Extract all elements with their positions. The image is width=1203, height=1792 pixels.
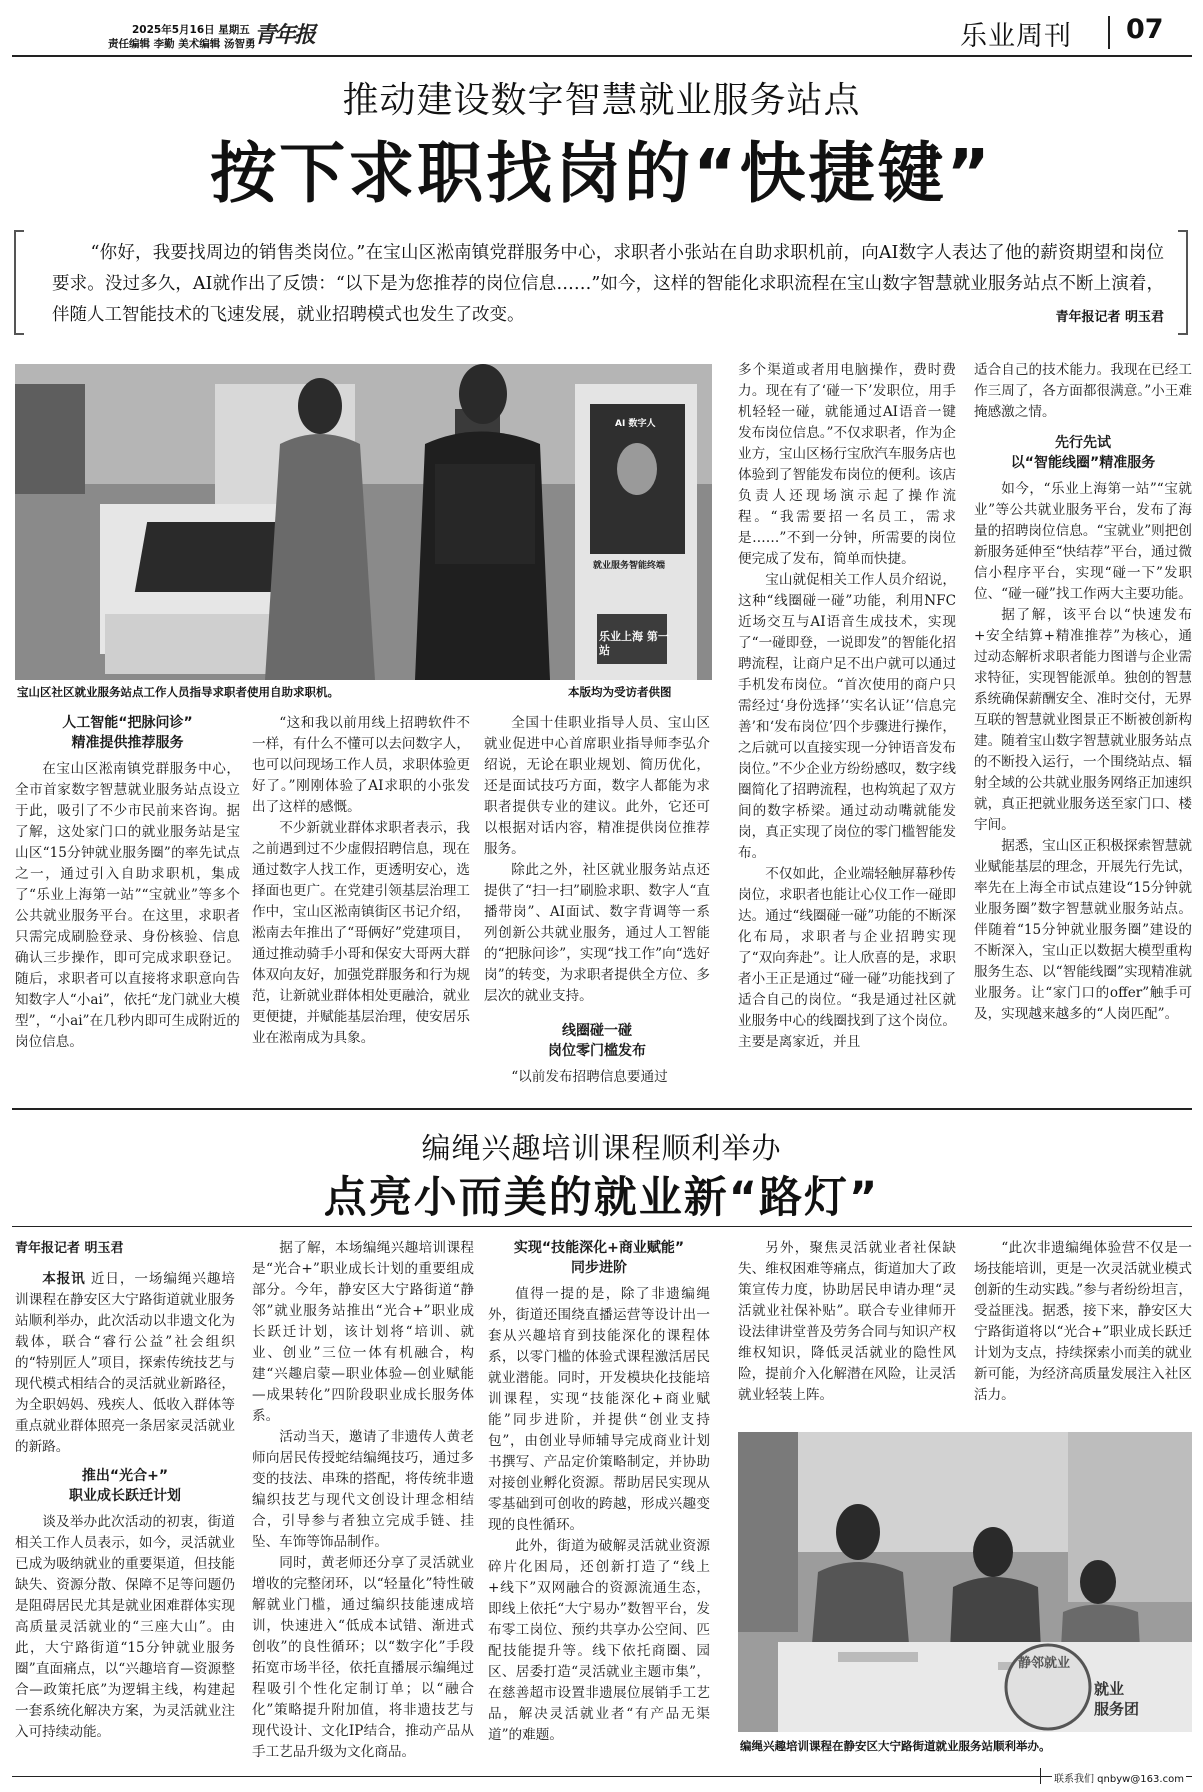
col3-text-c: “以前发布招聘信息要通过 bbox=[511, 1069, 668, 1085]
col1-heading: 人工智能“把脉问诊” 精准提供推荐服务 bbox=[62, 715, 193, 751]
article2-rule bbox=[12, 1226, 1192, 1227]
col2-text-b: 不少新就业群体求职者表示，我之前遇到过不少虚假招聘信息，现在通过数字人找工作，更透明安心，选择面也更广。在党建引领基层治理工作中，宝山区淞南镇街区书记介绍，淞南去年推出了“哥俩好”党建项目，通过推动骑手小哥和保安大哥两大群体双向友好，加强党群服务和行为规范，让新就业群体相处更融洽，就业更便捷，并赋能基层治理，使安居乐业在淞南成为具象。 bbox=[252, 820, 470, 1046]
photo2-sign-3: 服务团 bbox=[1094, 1700, 1140, 1718]
header-separator bbox=[1108, 16, 1110, 49]
a2-col2-text-b: 活动当天，邀请了非遗传人黄老师向居民传授蛇结编绳技巧，通过多变的技法、串珠的搭配，将传统非遗编织技艺与现代文创设计理念相结合，引导参与者独立完成手链、挂坠、车饰等饰品制作。 bbox=[252, 1429, 474, 1550]
newspaper-logo: 青年报 bbox=[254, 22, 315, 48]
col2-text-a: “这和我以前用线上招聘软件不一样，有什么不懂可以去问数字人，也可以问现场工作人员，求职体验更好了。”刚刚体验了AI求职的小张发出了这样的感慨。 bbox=[252, 715, 470, 815]
col5-text-a: 适合自己的技术能力。我现在已经工作三周了，各方面都很满意。”小王难掩感激之情。 bbox=[974, 362, 1192, 420]
section-title: 乐业周刊 bbox=[960, 21, 1072, 52]
kiosk-screen-text-1: AI 数字人 bbox=[615, 419, 656, 429]
section-divider bbox=[12, 1108, 1192, 1110]
col4-text-b: 宝山就促相关工作人员介绍说，这种“线圈碰一碰”功能，利用NFC近场交互与AI语音生成技术，实现了“一碰即登，一说即发”的智能化招聘流程，让商户足不出户就可以通过手机发布岗位。“首次使用的商户只需经过‘身份选择’‘实名认证’‘信息完善’和‘发布岗位’四个步骤进行操作，之后就可以直接实现一分钟语音发布岗位。”不少企业方纷纷感叹，数字线圈简化了招聘流程，也构筑起了双方间的数字桥梁。通过动动嘴就能发岗，真正实现了岗位的零门槛智能发布。 bbox=[738, 572, 956, 861]
a2-col4-text-a: 另外，聚焦灵活就业者社保缺失、维权困难等痛点，街道加大了政策宣传力度，协助居民申请办理“灵活就业社保补贴”。联合专业律师开设法律讲堂普及劳务合同与知识产权维权知识，降低灵活就业的隐性风险，提前介入化解潜在风险，让灵活就业轻装上阵。 bbox=[738, 1240, 956, 1403]
a2-col1-text-a bbox=[15, 1269, 235, 1458]
col5-text-b: 如今，“乐业上海第一站”“宝就业”等公共就业服务平台，发布了海量的招聘岗位信息。“宝就业”则把创新服务延伸至“快结荐”平台，通过微信小程序平台，实现“碰一下”发职位、“碰一碰”找工作两大主要功能。 bbox=[974, 481, 1192, 602]
col3-heading: 线圈碰一碰 岗位零门槛发布 bbox=[548, 1023, 646, 1059]
kiosk-screen-text-2: 就业服务智能终端 bbox=[593, 561, 666, 571]
photo2-sign-1: 静邻就业 bbox=[1018, 1656, 1071, 1671]
braiding-class-photo bbox=[738, 1432, 1192, 1732]
col5-text-d: 据悉，宝山区正积极探索智慧就业赋能基层的理念，开展先行先试，率先在上海全市试点建设“15分钟就业服务圈”数字智慧就业服务站点。伴随着“15分钟就业服务圈”建设的不断深入，宝山正以数据大模型重构服务生态、以“智能线圈”实现精准就业服务。让“家门口的offer”触手可及，实现越来越多的“人岗匹配”。 bbox=[974, 838, 1192, 1022]
article1-col4 bbox=[738, 360, 956, 1053]
a2-col3-heading: 实现“技能深化+商业赋能” 同步进阶 bbox=[513, 1240, 685, 1276]
article1-col1 bbox=[15, 713, 240, 1053]
a2-col2-text-a: 据了解，本场编绳兴趣培训课程是“光合+”职业成长计划的重要组成部分。今年，静安区大宁路街道“静邻”就业服务站推出“光合+”职业成长跃迁计划，该计划将“培训、就业、创业”三位一体有机融合，构建“兴趣启蒙—职业体验—创业赋能—成果转化”四阶段职业成长服务体系。 bbox=[252, 1240, 474, 1424]
article1-col3 bbox=[484, 713, 710, 1088]
article2-title: 点亮小而美的就业新“路灯” bbox=[323, 1173, 880, 1223]
footer-contact: 联系我们 qnbyw@163.com bbox=[1052, 1770, 1186, 1785]
footer-tick bbox=[1040, 1768, 1041, 1784]
photo1-credit: 本版均为受访者供图 bbox=[568, 685, 672, 699]
header-rule bbox=[12, 55, 1192, 57]
article1-col5 bbox=[974, 360, 1192, 1025]
header-date: 2025年5月16日 星期五 bbox=[132, 24, 250, 36]
col3-text-a: 全国十佳职业指导人员、宝山区就业促进中心首席职业指导师李弘介绍说，无论在职业规划、简历优化，还是面试技巧方面，数字人都能为求职者提供专业的建议。此外，它还可以根据对话内容，精准提供岗位推荐服务。 bbox=[484, 715, 710, 857]
photo2-sign-2: 就业 bbox=[1094, 1680, 1125, 1698]
kiosk-sign: 乐业上海 第一站 bbox=[599, 630, 669, 657]
a2-col1-heading: 推出“光合+” 职业成长跃迁计划 bbox=[69, 1468, 181, 1504]
lead-bracket-left bbox=[14, 230, 24, 335]
lead-bracket-right bbox=[1178, 230, 1188, 335]
a2-col1-text-b: 谈及举办此次活动的初衷，街道相关工作人员表示，如今，灵活就业已成为吸纳就业的重要渠道，但技能缺失、资源分散、保障不足等问题仍是阻碍居民尤其是就业困难群体实现高质量灵活就业的“三座大山”。由此，大宁路街道“15分钟就业服务圈”直面痛点，以“兴趣培育—资源整合—政策托底”为逻辑主线，构建起一套系统化解决方案，为灵活就业注入可持续动能。 bbox=[15, 1514, 235, 1740]
article2-col3 bbox=[488, 1238, 710, 1746]
kiosk-photo bbox=[15, 364, 712, 680]
article1-title: 按下求职找岗的“快捷键” bbox=[210, 135, 993, 212]
a2-col1-text-a-body: 近日，一场编绳兴趣培训课程在静安区大宁路街道就业服务站顺利举办，此次活动以非遗文化为载体，联合“睿行公益”社会组织的“特别匠人”项目，探索传统技艺与现代模式相结合的灵活就业新路径，为全职妈妈、残疾人、低收入群体等重点就业群体照亮一条居家灵活就业的新路。 bbox=[15, 1271, 236, 1455]
a2-col5-text-a: “此次非遗编绳体验营不仅是一场技能培训，更是一次灵活就业模式创新的生动实践。”参与者纷纷坦言，受益匪浅。据悉，接下来，静安区大宁路街道将以“光合+”职业成长跃迁计划为支点，持续探索小而美的就业新可能，为经济高质量发展注入社区活力。 bbox=[974, 1240, 1192, 1403]
photo1-caption: 宝山区社区就业服务站点工作人员指导求职者使用自助求职机。 bbox=[17, 685, 339, 699]
article2-col4 bbox=[738, 1238, 956, 1406]
article1-kicker: 推动建设数字智慧就业服务站点 bbox=[342, 80, 861, 121]
article2-col5 bbox=[974, 1238, 1192, 1406]
article2-byline: 青年报记者 明玉君 bbox=[15, 1241, 124, 1256]
article2-col2 bbox=[252, 1238, 474, 1763]
col4-text-a: 多个渠道或者用电脑操作，费时费力。现在有了‘碰一下’发职位，用手机轻轻一碰，就能通过AI语音一键发布岗位信息。”不仅求职者，作为企业方，宝山区杨行宝欣汽车服务店也体验到了智能发布岗位的便利。该店负责人还现场演示起了操作流程。“我需要招一名员工，需求是……”不到一分钟，所需要的岗位便完成了发布，简单而快捷。 bbox=[738, 362, 956, 567]
report-lead: 本报讯 bbox=[42, 1271, 86, 1287]
page-number: 07 bbox=[1126, 14, 1164, 45]
a2-col3-text-b: 此外，街道为破解灵活就业资源碎片化困局，还创新打造了“线上+线下”双网融合的资源流通生态，即线上依托“大宁易办”数智平台，发布零工岗位、预约共享办公空间、匹配技能提升等。线下依托商圈、园区、居委打造“灵活就业主题市集”，在慈善超市设置非遗展位展销手工艺品，解决灵活就业者“有产品无渠道”的难题。 bbox=[488, 1538, 710, 1743]
a2-col3-text-a: 值得一提的是，除了非遗编绳外，街道还围绕直播运营等设计出一套从兴趣培育到技能深化的课程体系，以零门槛的体验式课程激活居民就业潜能。同时，开发模块化技能培训课程，实现“技能深化+商业赋能”同步进阶，并提供“创业支持包”，由创业导师辅导完成商业计划书撰写、产品定价策略制定，并协助对接创业孵化资源。帮助居民实现从零基础到可创收的跨越，形成兴趣变现的良性循环。 bbox=[488, 1286, 710, 1533]
col5-text-c: 据了解，该平台以“快速发布+安全结算+精准推荐”为核心，通过动态解析求职者能力图谱与企业需求特征，实现智能派单。独创的智慧系统确保薪酬安全、准时交付，无界互联的智慧就业图景正不断被创新构建。随着宝山数字智慧就业服务站点的不断投入运行，一个围绕站点、辐射全域的公共就业服务网络正加速织就，真正把就业服务送至家门口、楼宇间。 bbox=[974, 607, 1192, 833]
article1-byline: 青年报记者 明玉君 bbox=[1055, 310, 1164, 325]
a2-col2-text-c: 同时，黄老师还分享了灵活就业增收的完整闭环，以“轻量化”特性破解就业门槛，通过编织技能速成培训，快速进入“低成本试错、渐进式创收”的良性循环；以“数字化”手段拓宽市场半径，依托直播展示编绳过程吸引个性化定制订单；以“融合化”策略提升附加值，将非遗技艺与现代设计、文化IP结合，推动产品从手工艺品升级为文化商品。 bbox=[252, 1555, 474, 1760]
article1-lead bbox=[52, 238, 1164, 333]
header-editors: 责任编辑 李勤 美术编辑 汤智勇 bbox=[108, 38, 256, 50]
col1-text: 在宝山区淞南镇党群服务中心，全市首家数字智慧就业服务站点设立于此，吸引了不少市民前来咨询。据了解，这处家门口的就业服务站是宝山区“15分钟就业服务圈”的率先试点之一，通过引入自助求职机，集成了“乐业上海第一站”“宝就业”等多个公共就业服务平台。在这里，求职者只需完成刷脸登录、身份核验、信息确认三步操作，即可完成求职登记。随后，求职者可以直接将求职意向告知数字人“小ai”，依托“龙门就业大模型”，“小ai”在几秒内即可生成附近的岗位信息。 bbox=[15, 761, 240, 1050]
col5-heading: 先行先试 以“智能线圈”精准服务 bbox=[1010, 435, 1156, 471]
col3-text-b: 除此之外，社区就业服务站点还提供了“扫一扫”刷脸求职、数字人“直播带岗”、AI面试、数字背调等一系列创新公共就业服务，通过人工智能的“把脉问诊”，实现“找工作”向“选好岗”的转变，为求职者提供全方位、多层次的就业支持。 bbox=[484, 862, 710, 1004]
article2-col1 bbox=[15, 1238, 235, 1743]
col4-text-c: 不仅如此，企业端轻触屏幕秒传岗位，求职者也能让心仪工作一碰即达。通过“线圈碰一碰”功能的不断深化布局，求职者与企业招聘实现了“双向奔赴”。让人欣喜的是，求职者小王正是通过“碰一碰”功能找到了适合自己的岗位。“我是通过社区就业服务中心的线圈找到了这个岗位。主要是离家近，并且 bbox=[738, 866, 956, 1050]
lead-text: “你好，我要找周边的销售类岗位。”在宝山区淞南镇党群服务中心，求职者小张站在自助求职机前，向AI数字人表达了他的薪资期望和岗位要求。没过多久，AI就作出了反馈：“以下是为您推荐的岗位信息……”如今，这样的智能化求职流程在宝山数字智慧就业服务站点不断上演着，伴随人工智能技术的飞速发展，就业招聘模式也发生了改变。 bbox=[52, 243, 1164, 325]
photo2-caption: 编绳兴趣培训课程在静安区大宁路街道就业服务站顺利举办。 bbox=[740, 1739, 1051, 1753]
article2-kicker: 编绳兴趣培训课程顺利举办 bbox=[421, 1131, 782, 1165]
footer-rule bbox=[12, 1776, 1192, 1777]
article1-col2 bbox=[252, 713, 470, 1049]
